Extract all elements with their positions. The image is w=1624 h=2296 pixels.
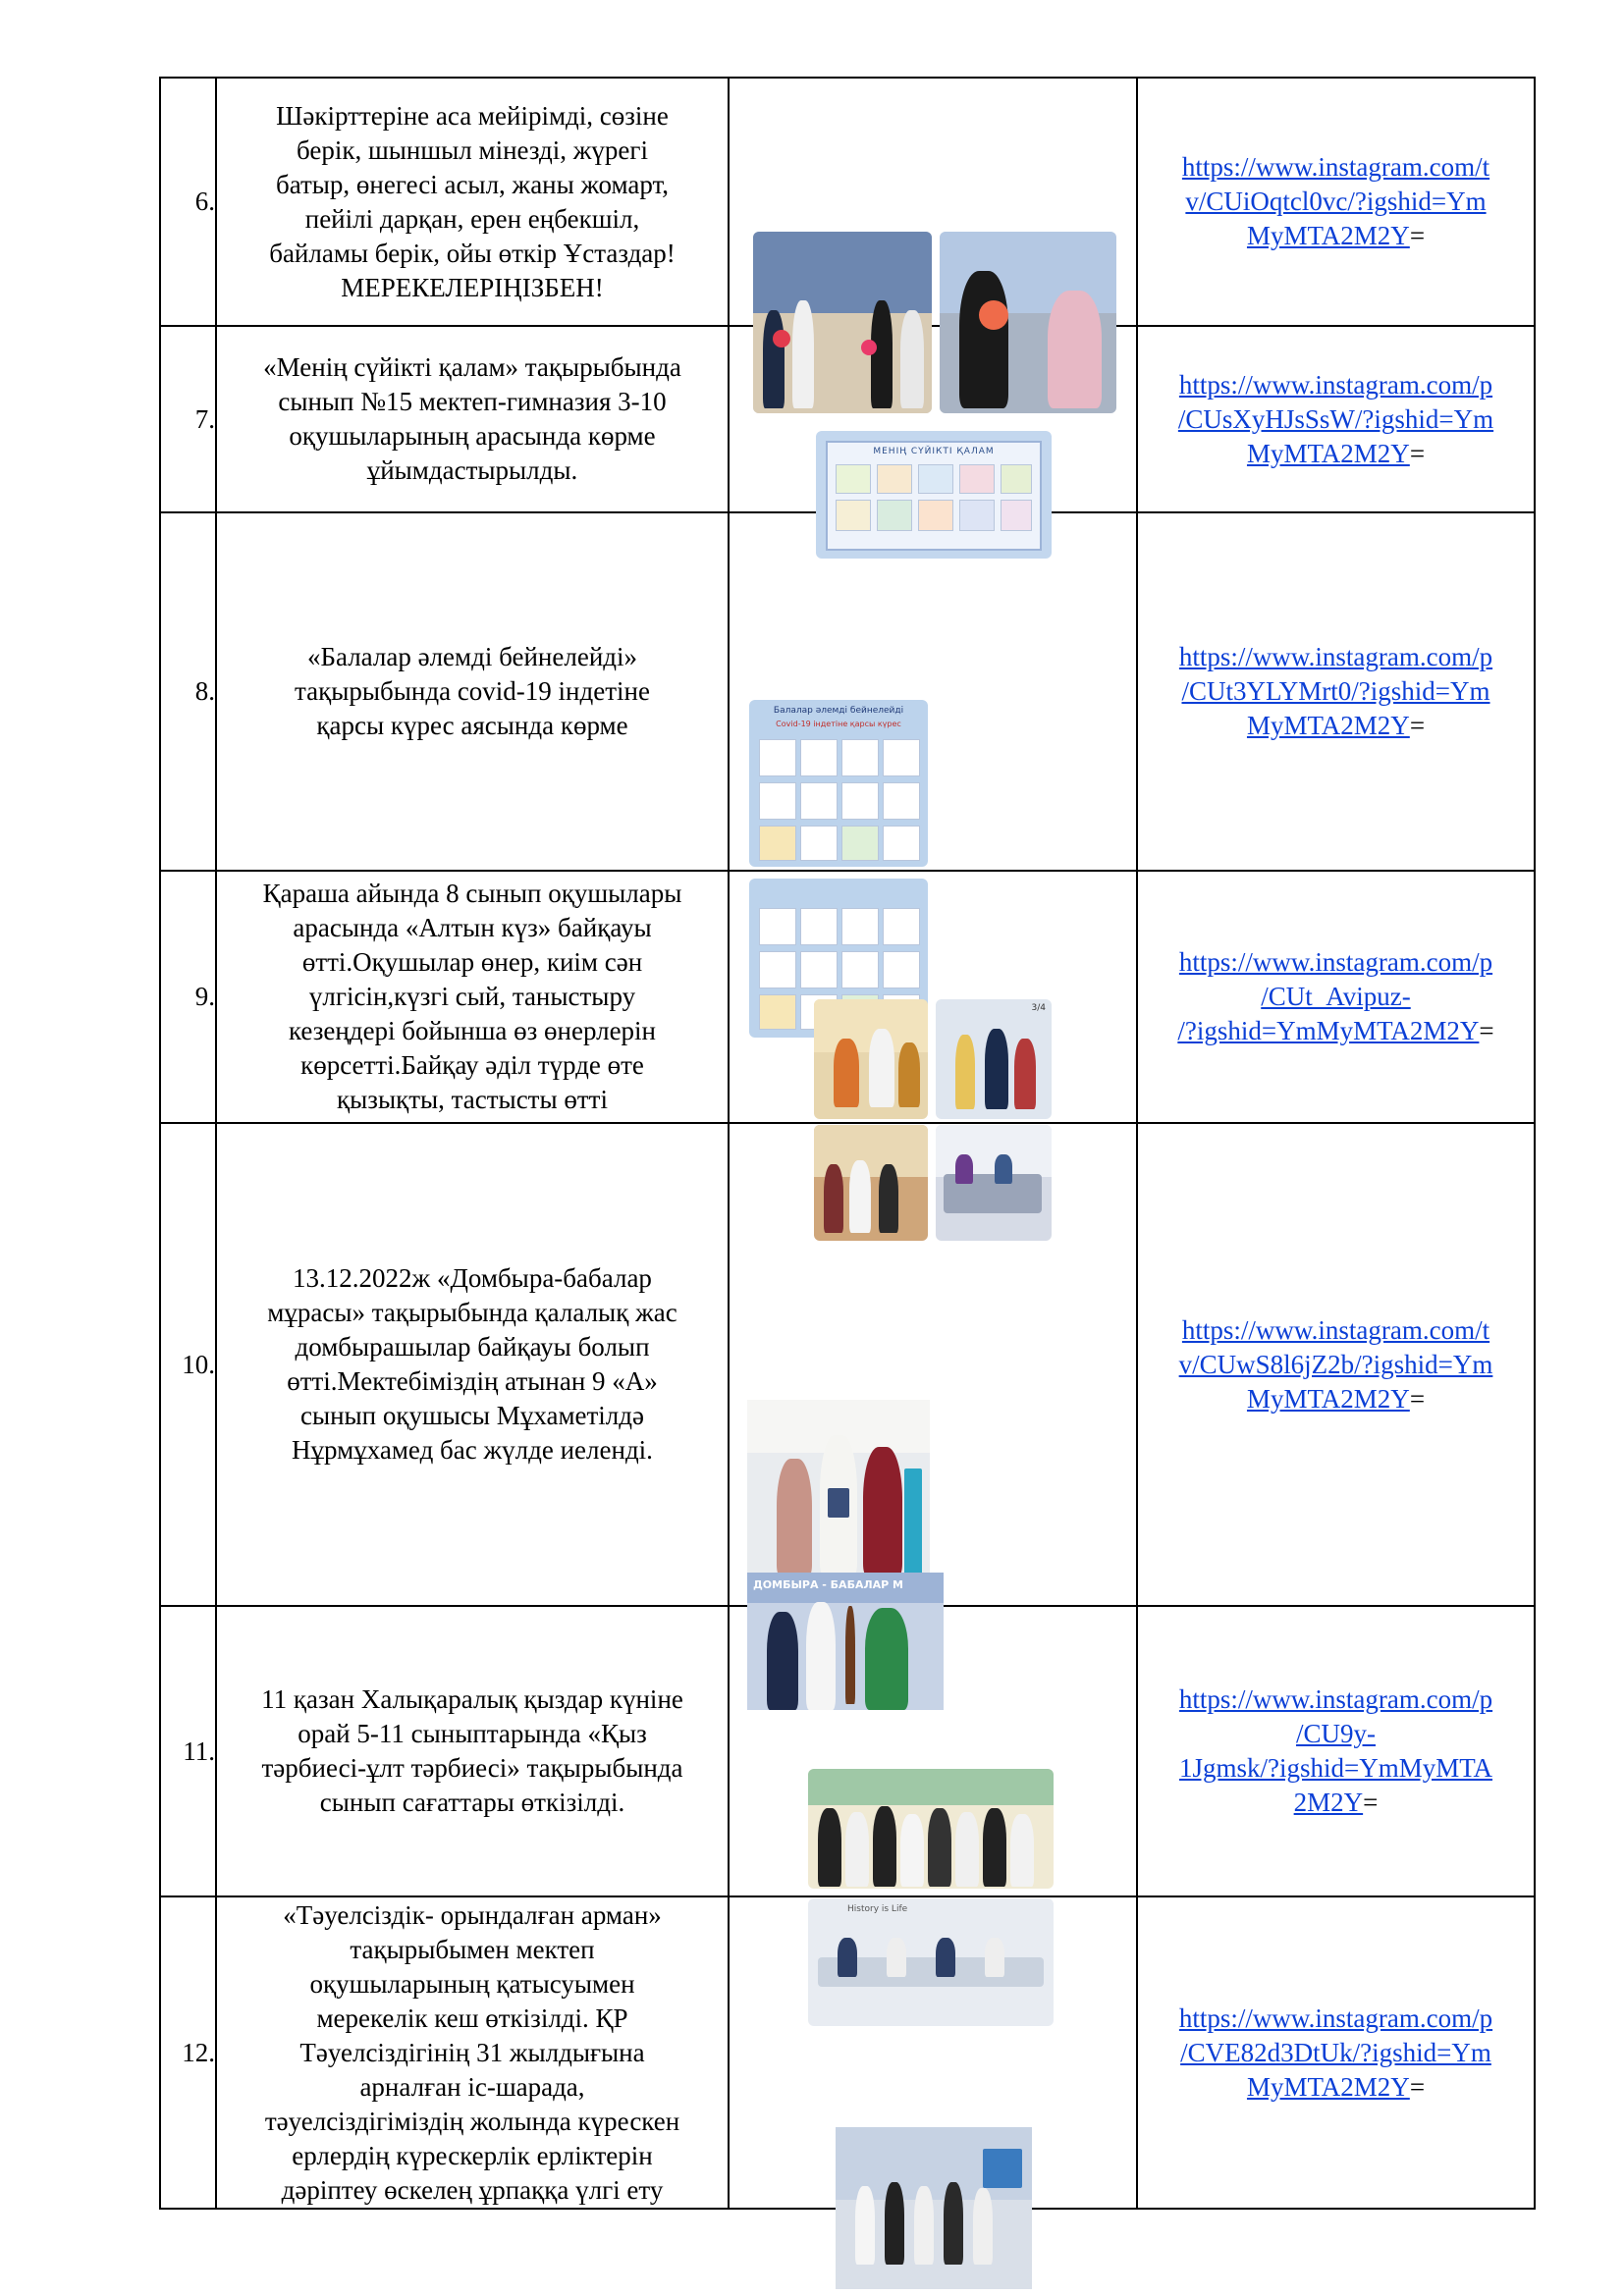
row-number: 9.: [160, 871, 216, 1123]
text-line: тақырыбында covid-19 індетіне: [295, 676, 650, 706]
instagram-link[interactable]: /CVE82d3DtUk/?igshid=Ym: [1180, 2037, 1491, 2067]
text-line: қызықты, тастысты өтті: [337, 1085, 608, 1114]
text-line: 13.12.2022ж «Домбыра-бабалар: [293, 1263, 652, 1293]
instagram-link[interactable]: https://www.instagram.com/p: [1178, 642, 1493, 671]
link-suffix: =: [1409, 438, 1426, 468]
text-line: мерекелік кеш өткізілді. ҚР: [316, 2002, 628, 2033]
event-photos: [729, 1123, 1137, 1606]
text-line: Қараша айында 8 сынып оқушылары: [262, 879, 682, 908]
text-line: қарсы күрес аясында көрме: [316, 711, 628, 740]
link-suffix: =: [1409, 2071, 1426, 2102]
link-suffix: =: [1479, 1016, 1494, 1045]
instagram-link[interactable]: MyMTA2M2Y: [1246, 711, 1410, 740]
instagram-link[interactable]: 2M2Y: [1293, 1788, 1364, 1817]
event-description: [216, 871, 729, 1123]
instagram-link-cell: [1137, 1606, 1535, 1896]
text-line: сынып оқушысы Мұхаметілдә: [299, 1401, 645, 1430]
event-description: [216, 512, 729, 871]
text-line: Шәкірттеріне аса мейірімді, сөзіне: [276, 100, 669, 131]
text-line: «Балалар әлемді бейнелейді»: [306, 642, 638, 671]
instagram-link[interactable]: https://www.instagram.com/p: [1178, 1684, 1493, 1714]
instagram-link-cell: [1137, 1123, 1535, 1606]
instagram-link[interactable]: https://www.instagram.com/p: [1178, 369, 1493, 400]
instagram-link[interactable]: MyMTA2M2Y: [1246, 2071, 1410, 2102]
table-row: [160, 1606, 1535, 1896]
photo-banner-text: МЕНІҢ СҮЙІКТІ ҚАЛАМ: [873, 447, 995, 456]
text-line: ерлердің күрескерлік ерліктерін: [292, 2140, 653, 2170]
text-line: оқушыларының қатысуымен: [309, 1968, 635, 1999]
link-suffix: =: [1409, 221, 1426, 250]
text-line: мұрасы» тақырыбында қалалық жас: [267, 1298, 677, 1327]
text-line: өтті.Мектебіміздің атынан 9 «А»: [287, 1366, 658, 1396]
event-photos: [729, 512, 1137, 871]
table-row: [160, 871, 1535, 1123]
text-line: оқушыларының арасында көрме: [289, 421, 656, 451]
table-row: [160, 326, 1535, 512]
table-row: [160, 78, 1535, 326]
table-row: [160, 1896, 1535, 2209]
text-line: орай 5-11 сыныптарында «Қыз: [298, 1719, 647, 1748]
instagram-link[interactable]: https://www.instagram.com/t: [1181, 152, 1490, 182]
event-description: [216, 1123, 729, 1606]
event-description: [216, 1896, 729, 2209]
instagram-link[interactable]: v/CUwS8l6jZ2b/?igshid=Ym: [1178, 1349, 1493, 1379]
text-line: байламы берік, ойы өткір Ұстаздар!: [269, 238, 676, 268]
photo-banner-text: Covid-19 індетіне қарсы күрес: [776, 719, 901, 728]
instagram-link-cell: [1137, 326, 1535, 512]
text-line: домбырашылар байқауы болып: [295, 1332, 650, 1362]
event-photos: [729, 326, 1137, 512]
event-photos: [729, 78, 1137, 326]
text-line: МЕРЕКЕЛЕРІҢІЗБЕН!: [341, 272, 604, 302]
text-line: үлгісін,күзгі сый, таныстыру: [308, 982, 636, 1011]
text-line: тақырыбымен мектеп: [350, 1934, 595, 1964]
slide-counter: 3/4: [1031, 1002, 1046, 1013]
row-number: 6.: [160, 78, 216, 326]
link-suffix: =: [1409, 1383, 1426, 1414]
event-description: [216, 78, 729, 326]
instagram-link-cell: [1137, 871, 1535, 1123]
photo-banner-text: Балалар әлемді бейнелейді: [773, 705, 904, 716]
table-row: [160, 1123, 1535, 1606]
text-line: өтті.Оқушылар өнер, киім сән: [301, 947, 643, 977]
text-line: «Тәуелсіздік- орындалған арман»: [283, 1899, 662, 1930]
row-number: 12.: [160, 1896, 216, 2209]
text-line: 11 қазан Халықаралық қыздар күніне: [261, 1684, 683, 1714]
photo-banner-text: ДОМБЫРА - БАБАЛАР М: [753, 1578, 903, 1591]
event-photo: [814, 999, 928, 1119]
instagram-link[interactable]: /?igshid=YmMyMTA2M2Y: [1177, 1016, 1480, 1045]
row-number: 10.: [160, 1123, 216, 1606]
text-line: дәріптеу өскелең ұрпаққа үлгі ету: [281, 2174, 664, 2205]
instagram-link[interactable]: MyMTA2M2Y: [1246, 1383, 1410, 1414]
instagram-link[interactable]: MyMTA2M2Y: [1246, 221, 1410, 250]
text-line: батыр, өнегесі асыл, жаны жомарт,: [275, 169, 670, 199]
text-line: арасында «Алтын күз» байқауы: [293, 913, 652, 942]
instagram-link[interactable]: /CUsXyHJsSsW/?igshid=Ym: [1177, 403, 1494, 434]
instagram-link[interactable]: /CUt3YLYMrt0/?igshid=Ym: [1181, 676, 1490, 706]
row-number: 8.: [160, 512, 216, 871]
text-line: тәрбиесі-ұлт тәрбиесі» тақырыбында: [261, 1753, 683, 1783]
instagram-link[interactable]: MyMTA2M2Y: [1246, 438, 1410, 468]
row-number: 11.: [160, 1606, 216, 1896]
event-description: [216, 1606, 729, 1896]
text-line: тәуелсіздігіміздің жолында күрескен: [264, 2106, 680, 2136]
row-number: 7.: [160, 326, 216, 512]
text-line: арналған іс-шарада,: [359, 2071, 585, 2102]
event-photo: [808, 1769, 1054, 1889]
instagram-link-cell: [1137, 512, 1535, 871]
event-photos: [729, 1896, 1137, 2209]
instagram-link[interactable]: /CUt_Avipuz-: [1261, 982, 1411, 1011]
instagram-link[interactable]: 1Jgmsk/?igshid=YmMyMTA: [1178, 1753, 1493, 1783]
events-table: [159, 77, 1536, 2210]
event-photo: [747, 1400, 930, 1576]
text-line: Тәуелсіздігінің 31 жылдығына: [299, 2037, 645, 2067]
instagram-link[interactable]: /CU9y-: [1296, 1719, 1376, 1748]
link-suffix: =: [1363, 1788, 1379, 1817]
event-photo: [936, 999, 1052, 1119]
text-line: сынып №15 мектеп-гимназия 3-10: [278, 387, 667, 416]
instagram-link-cell: [1137, 1896, 1535, 2209]
text-line: ұйымдастырылды.: [366, 455, 578, 485]
text-line: көрсетті.Байқау әділ түрде өте: [300, 1050, 644, 1080]
instagram-link[interactable]: v/CUiOqtcl0vc/?igshid=Ym: [1185, 187, 1487, 216]
event-photo: [836, 2127, 1032, 2289]
text-line: Нұрмұхамед бас жүлде иеленді.: [292, 1435, 653, 1465]
instagram-link-cell: [1137, 78, 1535, 326]
photo-sign-text: History is Life: [847, 1904, 908, 1914]
text-line: берік, шыншыл мінезді, жүрегі: [296, 134, 648, 165]
table-row: [160, 512, 1535, 871]
link-suffix: =: [1409, 711, 1426, 740]
text-line: кезеңдері бойынша өз өнерлерін: [288, 1016, 657, 1045]
text-line: «Менің сүйікті қалам» тақырыбында: [263, 352, 681, 382]
text-line: пейілі дарқан, ерен еңбекшіл,: [304, 203, 640, 234]
instagram-link[interactable]: https://www.instagram.com/p: [1178, 947, 1493, 977]
event-description: [216, 326, 729, 512]
event-photos: [729, 871, 1137, 1123]
event-photo: [749, 700, 928, 867]
text-line: сынып сағаттары өткізілді.: [319, 1788, 625, 1817]
instagram-link[interactable]: https://www.instagram.com/t: [1181, 1314, 1490, 1345]
instagram-link[interactable]: https://www.instagram.com/p: [1178, 2002, 1493, 2033]
event-photos: [729, 1606, 1137, 1914]
